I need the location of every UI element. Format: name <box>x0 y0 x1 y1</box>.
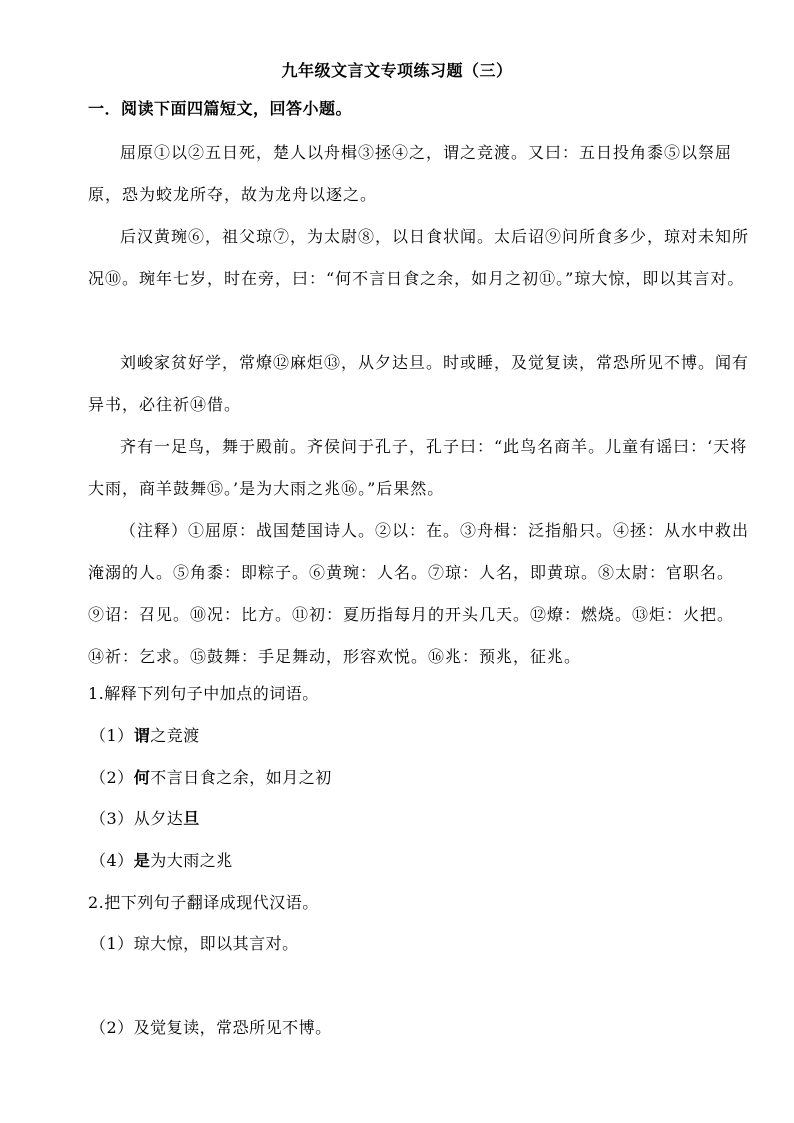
question1-item-1 <box>90 725 200 747</box>
item-number: （1） <box>90 726 134 745</box>
question1-prompt: 1.解释下列句子中加点的词语。 <box>88 684 319 703</box>
passage-huangwan: 后汉黄琬⑥，祖父琼⑦，为太尉⑧，以日食状闻。太后诏⑨问所食多少，琼对未知所况⑩。琬年七岁，时在旁，曰：“何不言日食之余，如月之初⑪。”琼大惊，即以其言对。 <box>88 227 750 288</box>
question1-item-3 <box>90 808 200 830</box>
item-text: 之竞渡 <box>150 726 200 745</box>
marked-word: 何 <box>133 768 151 787</box>
marked-word: 谓 <box>133 726 151 745</box>
question1-item-2 <box>90 767 332 789</box>
question2-item-2: （2）及觉复读，常恐所见不博。 <box>90 1018 332 1037</box>
question1-item-4 <box>90 850 233 872</box>
marked-word: 是 <box>133 851 151 870</box>
item-text: 从夕达 <box>133 809 184 828</box>
document-title: 九年级文言文专项练习题（三） <box>281 61 513 80</box>
passage-quyuan: 屈原①以②五日死，楚人以舟楫③拯④之，谓之竞渡。又曰：五日投角黍⑤以祭屈原，恐为蛟龙所夺，故为龙舟以逐之。 <box>88 143 733 204</box>
question2-prompt: 2.把下列句子翻译成现代汉语。 <box>88 893 319 912</box>
question2-item-1: （1）琼大惊，即以其言对。 <box>90 934 299 953</box>
item-number: （4） <box>90 851 134 870</box>
section-heading: 一．阅读下面四篇短文，回答小题。 <box>88 99 353 118</box>
item-text: 为大雨之兆 <box>150 851 233 870</box>
passage-liujun: 刘峻家贫好学，常燎⑫麻炬⑬，从夕达旦。时或睡，及觉复读，常恐所见不博。闻有异书，必往祈⑭借。 <box>88 353 750 414</box>
item-number: （2） <box>90 768 134 787</box>
marked-word: 旦 <box>183 809 200 828</box>
passage-shangyang: 齐有一足鸟，舞于殿前。齐侯问于孔子，孔子曰：“此鸟名商羊。儿童有谣曰：‘天将大雨，商羊鼓舞⑮。’是为大雨之兆⑯。”后果然。 <box>88 437 748 498</box>
item-text: 不言日食之余，如月之初 <box>150 768 332 787</box>
annotation-notes: （注释）①屈原：战国楚国诗人。②以：在。③舟楫：泛指船只。④拯：从水中救出淹溺的人。⑤角黍：即粽子。⑥黄琬：人名。⑦琼：人名，即黄琼。⑧太尉：官职名。⑨诏：召见。⑩况：比方。⑪初：夏历指每月的开头几天。⑫燎：燃烧。⑬炬：火把。⑭祈：乞求。⑮鼓舞：手足舞动，形容欢悦。⑯兆：预兆，征兆。 <box>88 521 750 666</box>
item-number: （3） <box>90 809 134 828</box>
